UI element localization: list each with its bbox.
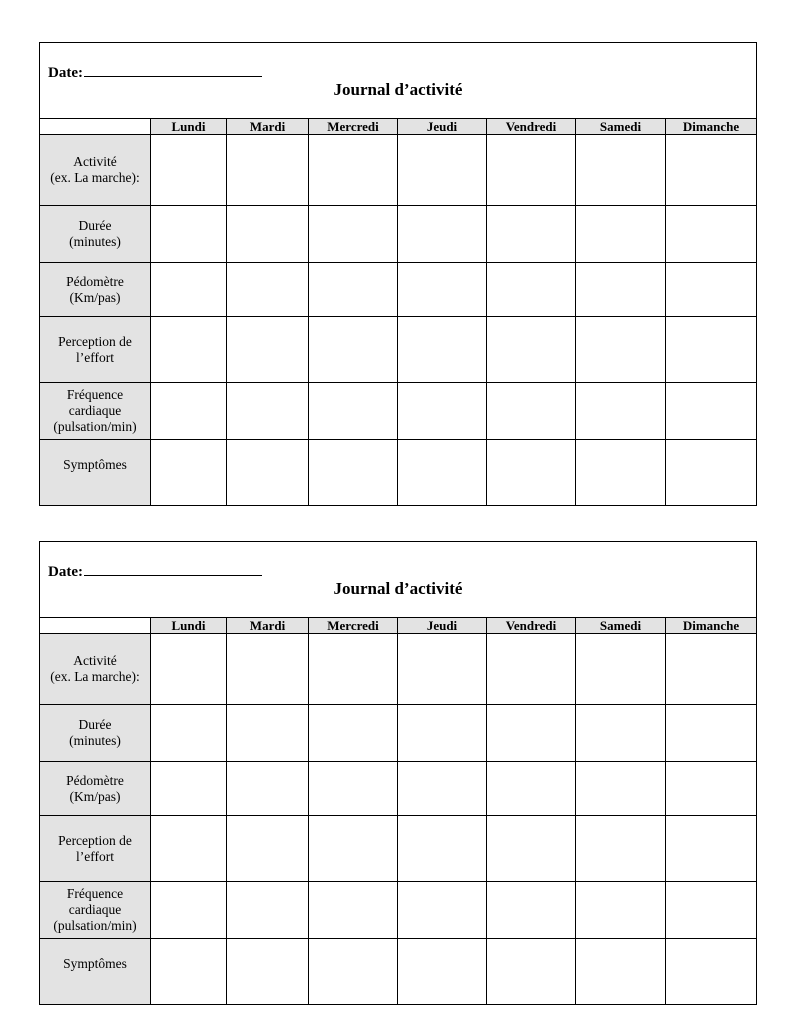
entry-cell[interactable] — [227, 762, 309, 816]
entry-cell[interactable] — [666, 440, 757, 506]
entry-cell[interactable] — [576, 816, 666, 882]
entry-cell[interactable] — [666, 634, 757, 705]
entry-cell[interactable] — [487, 882, 576, 939]
day-header: Mardi — [227, 119, 309, 135]
row-label-line: Durée — [78, 218, 112, 233]
entry-cell[interactable] — [227, 939, 309, 1005]
log-row — [40, 135, 757, 206]
activity-log-sheet-1 — [39, 42, 756, 506]
entry-cell[interactable] — [309, 383, 398, 440]
log-row — [40, 816, 757, 882]
day-header: Jeudi — [398, 618, 487, 634]
entry-cell[interactable] — [227, 317, 309, 383]
entry-cell[interactable] — [666, 939, 757, 1005]
entry-cell[interactable] — [666, 882, 757, 939]
entry-cell[interactable] — [398, 939, 487, 1005]
entry-cell[interactable] — [309, 939, 398, 1005]
row-label-line: (Km/pas) — [69, 289, 121, 305]
entry-cell[interactable] — [487, 762, 576, 816]
entry-cell[interactable] — [151, 135, 227, 206]
entry-cell[interactable] — [487, 383, 576, 440]
log-row — [40, 634, 757, 705]
activity-log-table — [39, 42, 757, 506]
day-header: Jeudi — [398, 119, 487, 135]
entry-cell[interactable] — [398, 383, 487, 440]
corner-cell — [40, 618, 151, 634]
entry-cell[interactable] — [398, 705, 487, 762]
entry-cell[interactable] — [151, 762, 227, 816]
row-label — [40, 939, 151, 1005]
entry-cell[interactable] — [227, 634, 309, 705]
entry-cell[interactable] — [398, 135, 487, 206]
entry-cell[interactable] — [227, 705, 309, 762]
date-field[interactable] — [48, 561, 262, 581]
activity-log-table — [39, 541, 757, 1005]
entry-cell[interactable] — [666, 816, 757, 882]
entry-cell[interactable] — [576, 263, 666, 317]
row-label-line: Pédomètre — [66, 772, 124, 788]
row-label — [40, 440, 151, 506]
row-label-line: Fréquence — [66, 387, 124, 402]
log-row — [40, 263, 757, 317]
row-label-line: (minutes) — [69, 234, 121, 249]
row-label-line: cardiaque — [68, 902, 122, 917]
entry-cell[interactable] — [227, 383, 309, 440]
row-label — [40, 882, 151, 939]
date-field[interactable] — [48, 62, 262, 82]
entry-cell[interactable] — [309, 705, 398, 762]
row-label — [40, 634, 151, 705]
entry-cell[interactable] — [151, 317, 227, 383]
log-row — [40, 383, 757, 440]
entry-cell[interactable] — [487, 206, 576, 263]
entry-cell[interactable] — [487, 816, 576, 882]
entry-cell[interactable] — [398, 882, 487, 939]
entry-cell[interactable] — [398, 816, 487, 882]
row-label-line: Activité — [73, 154, 117, 169]
log-row — [40, 440, 757, 506]
journal-title: Journal d’activité — [333, 80, 463, 99]
entry-cell[interactable] — [576, 939, 666, 1005]
entry-cell[interactable] — [398, 634, 487, 705]
entry-cell[interactable] — [576, 383, 666, 440]
row-label-line: (pulsation/min) — [53, 419, 137, 434]
row-label-line: (minutes) — [69, 733, 121, 748]
row-label — [40, 206, 151, 263]
row-label-line: Pédomètre — [66, 273, 124, 289]
entry-cell[interactable] — [576, 705, 666, 762]
entry-cell[interactable] — [487, 317, 576, 383]
log-row — [40, 705, 757, 762]
entry-cell[interactable] — [487, 440, 576, 506]
date-label: Date: — [48, 65, 83, 81]
entry-cell[interactable] — [487, 634, 576, 705]
entry-cell[interactable] — [398, 263, 487, 317]
entry-cell[interactable] — [576, 762, 666, 816]
entry-cell[interactable] — [151, 263, 227, 317]
row-label-line: (pulsation/min) — [53, 918, 137, 933]
entry-cell[interactable] — [576, 317, 666, 383]
row-label-line: (ex. La marche): — [50, 170, 140, 185]
entry-cell[interactable] — [309, 135, 398, 206]
row-label-line: l’effort — [76, 349, 114, 365]
entry-cell[interactable] — [576, 634, 666, 705]
entry-cell[interactable] — [666, 206, 757, 263]
day-header: Mercredi — [309, 119, 398, 135]
row-label-line: Fréquence — [66, 886, 124, 901]
row-label — [40, 135, 151, 206]
entry-cell[interactable] — [309, 317, 398, 383]
entry-cell[interactable] — [487, 939, 576, 1005]
row-label-line: l’effort — [76, 848, 114, 864]
row-label — [40, 317, 151, 383]
row-label-line: Symptômes — [63, 956, 127, 971]
entry-cell[interactable] — [151, 206, 227, 263]
day-header: Samedi — [576, 618, 666, 634]
row-label-line: cardiaque — [68, 403, 122, 418]
row-label-line: Perception de — [58, 333, 132, 349]
date-line[interactable] — [84, 62, 262, 77]
entry-cell[interactable] — [309, 440, 398, 506]
row-label-line: Activité — [73, 653, 117, 668]
day-header: Lundi — [151, 119, 227, 135]
entry-cell[interactable] — [576, 135, 666, 206]
entry-cell[interactable] — [309, 762, 398, 816]
entry-cell[interactable] — [227, 206, 309, 263]
entry-cell[interactable] — [151, 705, 227, 762]
entry-cell[interactable] — [151, 816, 227, 882]
corner-cell — [40, 119, 151, 135]
entry-cell[interactable] — [666, 383, 757, 440]
entry-cell[interactable] — [487, 705, 576, 762]
log-row — [40, 762, 757, 816]
entry-cell[interactable] — [398, 440, 487, 506]
entry-cell[interactable] — [151, 440, 227, 506]
log-row — [40, 882, 757, 939]
day-header: Mercredi — [309, 618, 398, 634]
entry-cell[interactable] — [151, 634, 227, 705]
entry-cell[interactable] — [398, 206, 487, 263]
entry-cell[interactable] — [151, 939, 227, 1005]
entry-cell[interactable] — [309, 206, 398, 263]
day-header: Vendredi — [487, 618, 576, 634]
row-label — [40, 762, 151, 816]
day-header: Dimanche — [666, 119, 757, 135]
log-row — [40, 939, 757, 1005]
entry-cell[interactable] — [151, 383, 227, 440]
row-label-line: (ex. La marche): — [50, 669, 140, 684]
day-header: Vendredi — [487, 119, 576, 135]
entry-cell[interactable] — [227, 263, 309, 317]
activity-log-sheet-2 — [39, 541, 756, 1005]
entry-cell[interactable] — [576, 206, 666, 263]
entry-cell[interactable] — [151, 882, 227, 939]
entry-cell[interactable] — [666, 263, 757, 317]
log-row — [40, 206, 757, 263]
day-header: Mardi — [227, 618, 309, 634]
entry-cell[interactable] — [576, 440, 666, 506]
row-label — [40, 816, 151, 882]
date-label: Date: — [48, 564, 83, 580]
row-label-line: Durée — [78, 717, 112, 732]
entry-cell[interactable] — [398, 317, 487, 383]
entry-cell[interactable] — [227, 816, 309, 882]
log-header — [40, 43, 757, 119]
log-row — [40, 317, 757, 383]
journal-title: Journal d’activité — [333, 579, 463, 598]
entry-cell[interactable] — [398, 762, 487, 816]
day-header: Lundi — [151, 618, 227, 634]
entry-cell[interactable] — [487, 135, 576, 206]
day-header: Dimanche — [666, 618, 757, 634]
row-label-line: Symptômes — [63, 457, 127, 472]
row-label-line: (Km/pas) — [69, 788, 121, 804]
row-label-line: Perception de — [58, 832, 132, 848]
row-label — [40, 705, 151, 762]
day-header: Samedi — [576, 119, 666, 135]
entry-cell[interactable] — [576, 882, 666, 939]
entry-cell[interactable] — [487, 263, 576, 317]
entry-cell[interactable] — [309, 634, 398, 705]
entry-cell[interactable] — [309, 816, 398, 882]
log-header — [40, 542, 757, 618]
entry-cell[interactable] — [666, 705, 757, 762]
entry-cell[interactable] — [227, 135, 309, 206]
row-label — [40, 383, 151, 440]
row-label — [40, 263, 151, 317]
entry-cell[interactable] — [666, 135, 757, 206]
entry-cell[interactable] — [309, 882, 398, 939]
entry-cell[interactable] — [309, 263, 398, 317]
entry-cell[interactable] — [227, 440, 309, 506]
date-line[interactable] — [84, 561, 262, 576]
entry-cell[interactable] — [666, 317, 757, 383]
entry-cell[interactable] — [227, 882, 309, 939]
entry-cell[interactable] — [666, 762, 757, 816]
